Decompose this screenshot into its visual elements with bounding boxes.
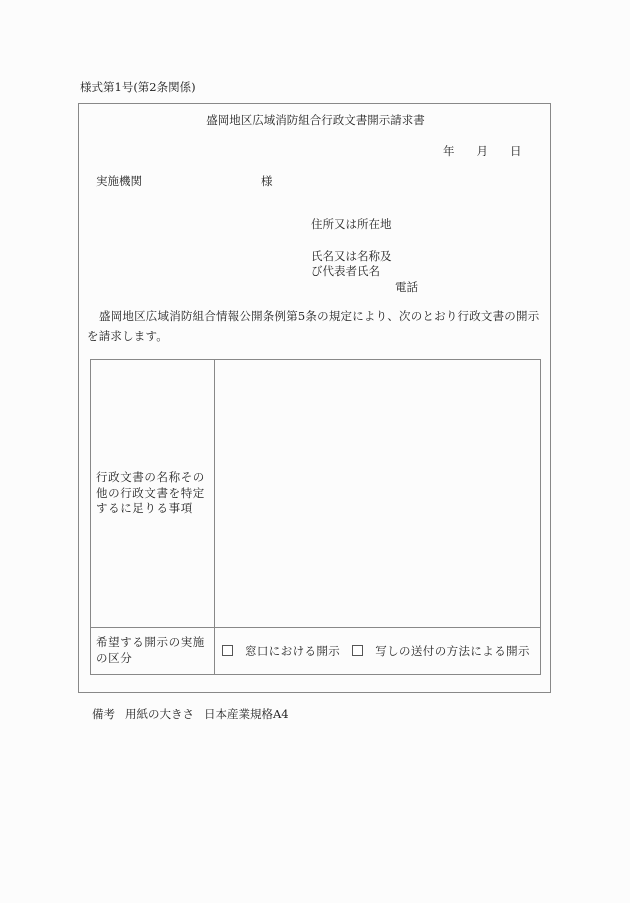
footnote	[92, 706, 299, 722]
counter-disclosure-label: 窓口における開示	[245, 644, 341, 658]
copy-delivery-label: 写しの送付の方法による開示	[375, 644, 530, 658]
form-number-label: 様式第1号(第2条関係)	[80, 80, 196, 94]
footnote-paper-standard: 日本産業規格A4	[204, 707, 289, 721]
counter-disclosure-checkbox[interactable]	[222, 645, 233, 656]
document-name-label: 行政文書の名称その他の行政文書を特定するに足りる事項	[96, 470, 205, 515]
phone-label: 電話	[395, 280, 418, 294]
request-statement: 盛岡地区広域消防組合情報公開条例第5条の規定により、次のとおり行政文書の開示を請求します。	[87, 309, 540, 343]
request-details-table	[90, 359, 541, 675]
row-divider	[91, 627, 540, 628]
recipient-honorific: 様	[261, 174, 273, 188]
request-form	[78, 103, 551, 693]
year-label: 年	[443, 144, 455, 158]
name-label-line1: 氏名又は名称及	[311, 249, 392, 263]
footnote-label: 備考	[92, 707, 115, 721]
date-field[interactable]	[443, 143, 522, 159]
address-label: 住所又は所在地	[311, 217, 392, 231]
month-label: 月	[476, 144, 488, 158]
day-label: 日	[510, 144, 522, 158]
disclosure-method-label: 希望する開示の実施の区分	[96, 635, 205, 665]
recipient-agency-label: 実施機関	[96, 174, 142, 188]
footnote-paper-size-label: 用紙の大きさ	[125, 707, 194, 721]
document-name-input-area[interactable]	[216, 360, 540, 626]
copy-delivery-checkbox[interactable]	[352, 645, 363, 656]
disclosure-method-options	[222, 643, 542, 659]
document-title: 盛岡地区広域消防組合行政文書開示請求書	[206, 113, 425, 127]
name-label-line2: び代表者氏名	[311, 264, 380, 278]
